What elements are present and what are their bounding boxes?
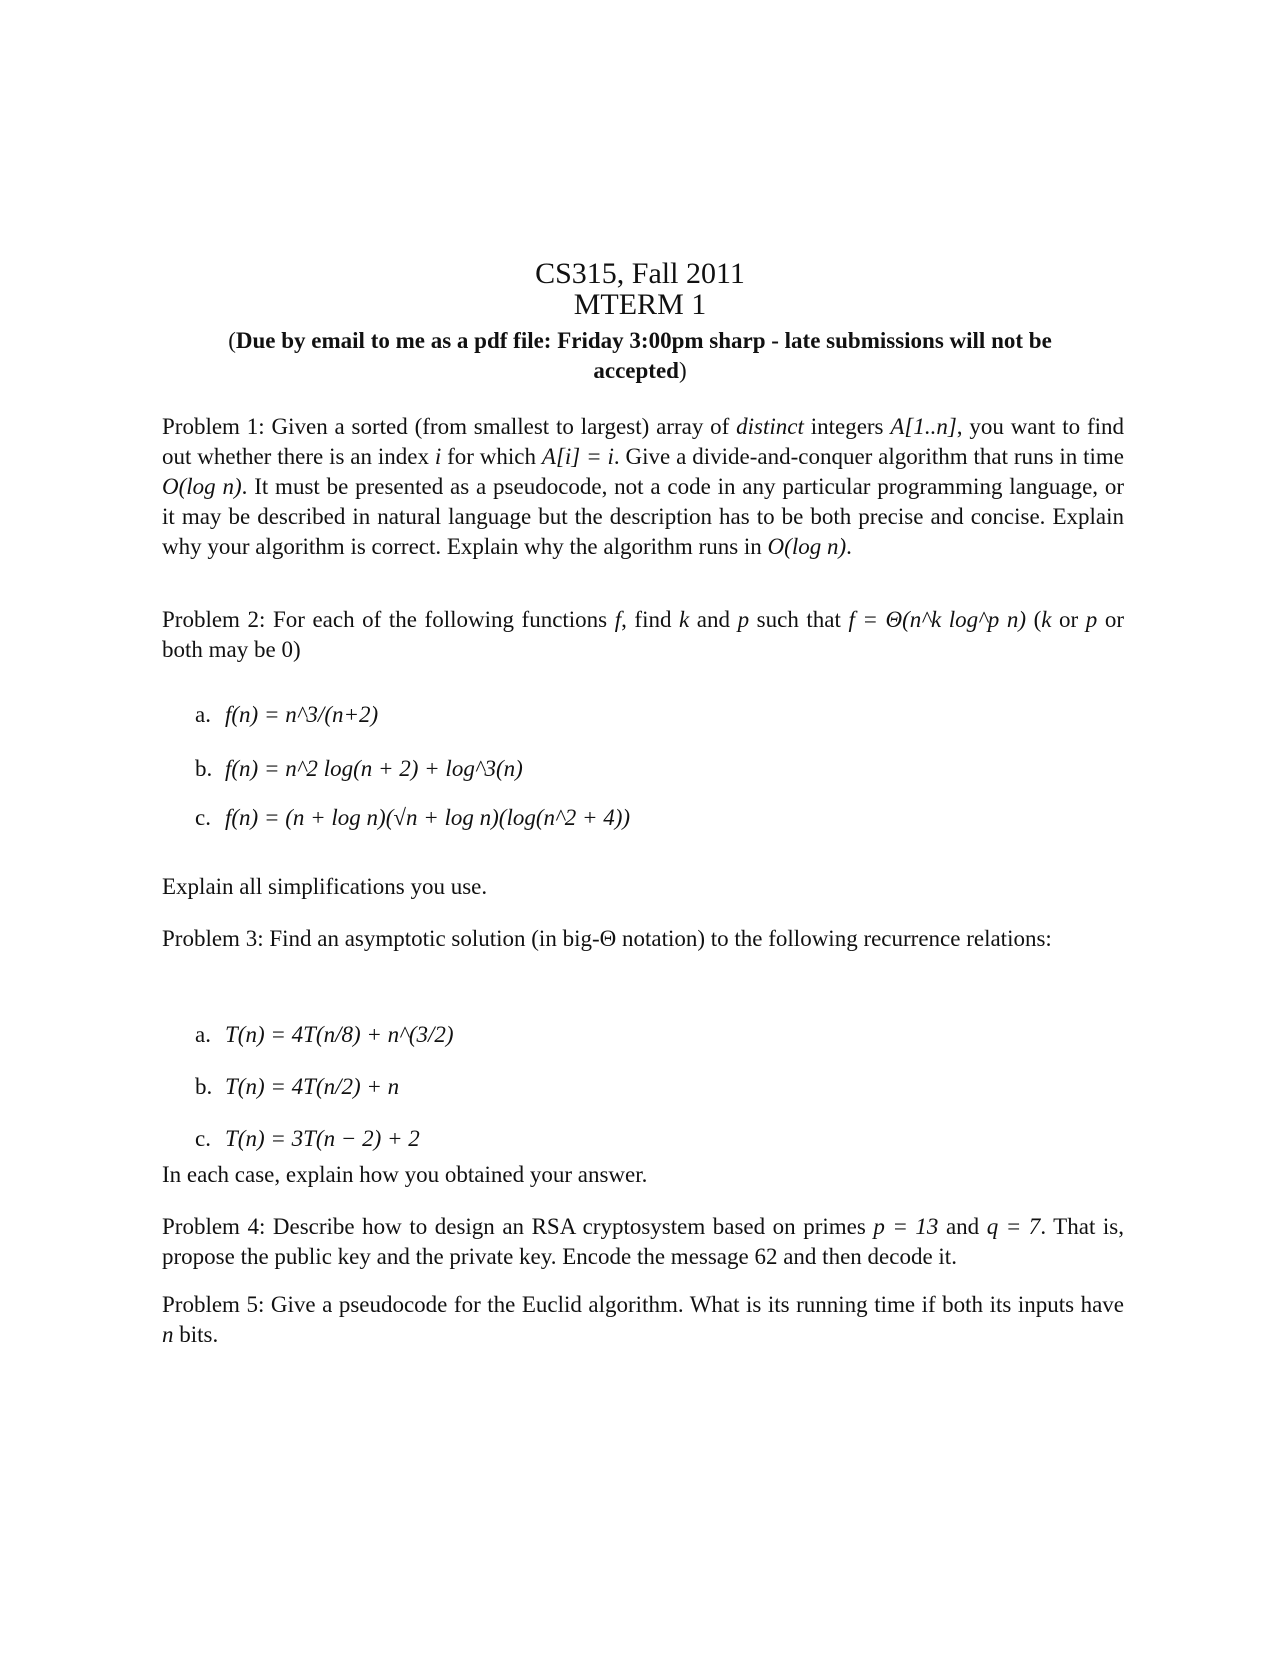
list-item <box>195 805 630 831</box>
recurrence-expr: T(n) = 3T(n − 2) + 2 <box>225 1126 420 1151</box>
problem-3: Problem 3: Find an asymptotic solution (in big-Θ notation) to the following recurrence relations: <box>162 926 1052 951</box>
p1-bigo-1: O(log n) <box>162 474 242 499</box>
due-notice <box>190 326 1090 386</box>
p1-condition-expr: A[i] = i <box>541 444 614 469</box>
function-expr: f(n) = n^2 log(n + 2) + log^3(n) <box>225 756 523 781</box>
due-close-paren: ) <box>678 358 687 383</box>
due-open-paren: ( <box>228 328 236 353</box>
p1-text-6: . It must be presented as a pseudocode, not a code in any particular programming language, or it may be described in natural language but the description has to be both precise and concise. Explain why your algorithm is correct. Explain why the algorithm runs in <box>162 474 1124 559</box>
list-item <box>195 1074 399 1100</box>
list-item <box>195 1126 420 1152</box>
p2-text-6: or <box>1051 607 1086 632</box>
p1-bigo-2: O(log n) <box>767 534 847 559</box>
problem-2 <box>162 605 1124 665</box>
p1-emphasis-distinct: distinct <box>736 414 804 439</box>
list-item <box>195 756 523 782</box>
problem-4 <box>162 1212 1124 1272</box>
function-expr: f(n) = (n + log n)(√n + log n)(log(n^2 + 4)) <box>225 805 631 830</box>
problem-1 <box>162 412 1124 562</box>
p2-text-7: or both may be 0) <box>162 607 1125 662</box>
p2-text-5: ( <box>1026 607 1042 632</box>
p1-text-1: Problem 1: Given a sorted (from smallest to largest) array of <box>162 414 737 439</box>
problem-5 <box>162 1290 1124 1350</box>
p1-text-2: integers <box>803 414 891 439</box>
item-label: b. <box>195 1074 213 1099</box>
problem-3-explain: In each case, explain how you obtained your answer. <box>162 1162 648 1187</box>
p4-text-2: and <box>938 1214 987 1239</box>
p1-text-5: . Give a divide-and-conquer algorithm that runs in time <box>613 444 1124 469</box>
p2-k-var: k <box>679 607 690 632</box>
item-label: c. <box>195 1126 211 1151</box>
p2-text-3: and <box>689 607 738 632</box>
p2-text-2: , find <box>621 607 680 632</box>
p2-text-4: such that <box>749 607 849 632</box>
p2-k-var-2: k <box>1041 607 1052 632</box>
document-header <box>0 258 1280 386</box>
list-item <box>195 702 378 728</box>
p5-n-var: n <box>162 1322 174 1347</box>
p1-index-var: i <box>434 444 442 469</box>
p5-text-1: Problem 5: Give a pseudocode for the Euclid algorithm. What is its running time if both its inputs have <box>162 1292 1124 1317</box>
list-item <box>195 1022 454 1048</box>
p2-text-1: Problem 2: For each of the following functions <box>162 607 615 632</box>
problem-2-explain: Explain all simplifications you use. <box>162 874 488 899</box>
recurrence-expr: T(n) = 4T(n/2) + n <box>225 1074 400 1099</box>
p2-p-var-2: p <box>1085 607 1098 632</box>
function-expr: f(n) = n^3/(n+2) <box>225 702 379 727</box>
p2-p-var: p <box>737 607 750 632</box>
p4-q-value: q = 7 <box>986 1214 1041 1239</box>
recurrence-expr: T(n) = 4T(n/8) + n^(3/2) <box>225 1022 454 1047</box>
p2-theta-expr: f = Θ(n^k log^p n) <box>848 607 1027 632</box>
p1-text-4: for which <box>441 444 542 469</box>
p1-text-7: . <box>846 534 852 559</box>
item-label: a. <box>195 1022 211 1047</box>
p1-array-expr: A[1..n] <box>890 414 957 439</box>
p4-text-1: Problem 4: Describe how to design an RSA cryptosystem based on primes <box>162 1214 874 1239</box>
item-label: a. <box>195 702 211 727</box>
p5-text-2: bits. <box>173 1322 219 1347</box>
exam-title: MTERM 1 <box>573 288 707 321</box>
item-label: b. <box>195 756 213 781</box>
item-label: c. <box>195 805 211 830</box>
p4-p-value: p = 13 <box>873 1214 939 1239</box>
p2-f-var: f <box>614 607 622 632</box>
due-text: Due by email to me as a pdf file: Friday 3:00pm sharp - late submissions will not be accepted <box>235 328 1052 383</box>
p4-text-3: . That is, propose the public key and the private key. Encode the message 62 and then decode it. <box>162 1214 1124 1269</box>
p1-text-3: , you want to find out whether there is an index <box>162 414 1125 469</box>
course-title: CS315, Fall 2011 <box>535 257 745 290</box>
